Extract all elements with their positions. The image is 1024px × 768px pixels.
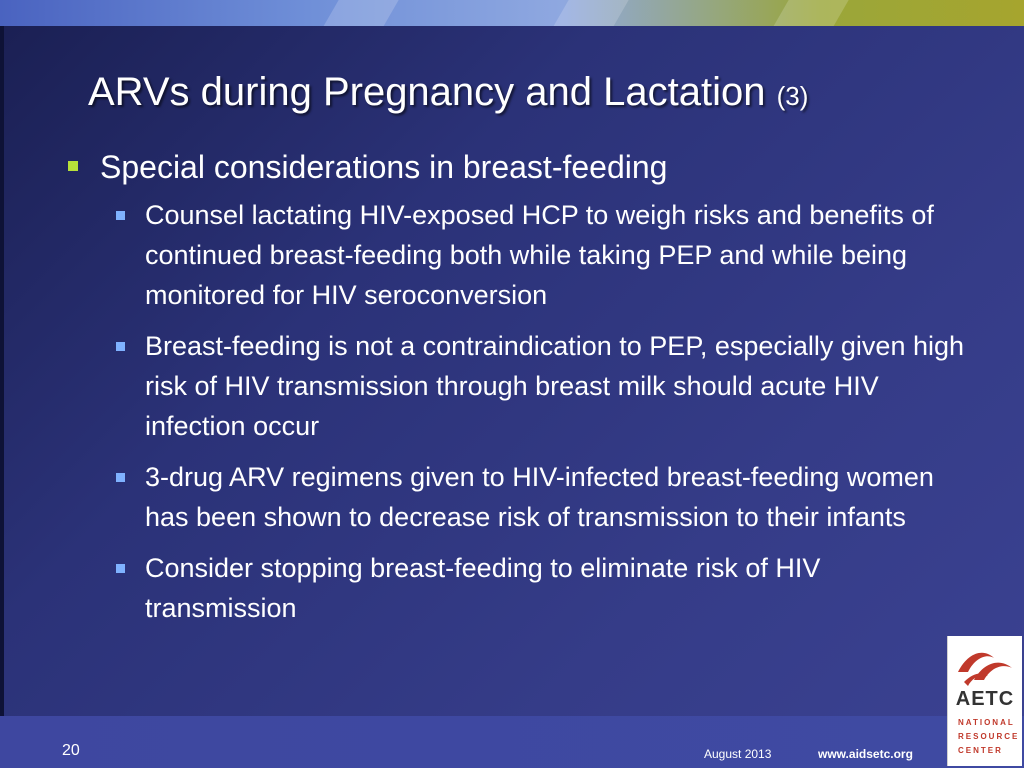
square-bullet-icon: [116, 342, 125, 351]
banner-stripe: [766, 0, 855, 26]
page-number: 20: [62, 742, 80, 759]
banner-stripe: [546, 0, 635, 26]
left-edge-bar: [0, 26, 4, 716]
sub-bullet-text: Breast-feeding is not a contraindication to PEP, especially given high risk of HIV transmission through breast milk should acute HIV infection occur: [145, 331, 965, 441]
sub-bullet-text: Consider stopping breast-feeding to eliminate risk of HIV transmission: [145, 553, 821, 623]
square-bullet-icon: [68, 161, 78, 171]
square-bullet-icon: [116, 564, 125, 573]
aetc-swoosh-icon: [954, 642, 1016, 688]
level1-bullet-item: [64, 145, 964, 189]
level1-bullet-text: Special considerations in breast-feeding: [100, 149, 668, 185]
footer-date: August 2013: [704, 747, 772, 761]
footer-url: www.aidsetc.org: [818, 747, 913, 761]
slide-content: [64, 145, 964, 639]
slide-title: [88, 70, 808, 115]
logo-line-national: NATIONAL: [958, 718, 1015, 727]
slide-title-suffix: (3): [776, 81, 809, 111]
logo-line-resource: RESOURCE: [958, 732, 1020, 741]
square-bullet-icon: [116, 473, 125, 482]
slide-title-text: ARVs during Pregnancy and Lactation: [88, 70, 766, 114]
sub-bullet-text: 3-drug ARV regimens given to HIV-infected breast-feeding women has been shown to decrease risk of transmission to their infants: [145, 462, 934, 532]
aetc-logo: [947, 636, 1022, 766]
logo-line-center: CENTER: [958, 746, 1003, 755]
sub-bullet-item: [64, 457, 964, 537]
sub-bullet-text: Counsel lactating HIV-exposed HCP to weigh risks and benefits of continued breast-feeding both while taking PEP and while being monitored for HIV seroconversion: [145, 200, 934, 310]
top-banner: [0, 0, 1024, 26]
sub-bullet-list: [64, 195, 964, 628]
sub-bullet-item: [64, 548, 964, 628]
sub-bullet-item: [64, 195, 964, 315]
sub-bullet-item: [64, 326, 964, 446]
logo-name: AETC: [955, 688, 1015, 710]
square-bullet-icon: [116, 211, 125, 220]
banner-stripe: [316, 0, 405, 26]
